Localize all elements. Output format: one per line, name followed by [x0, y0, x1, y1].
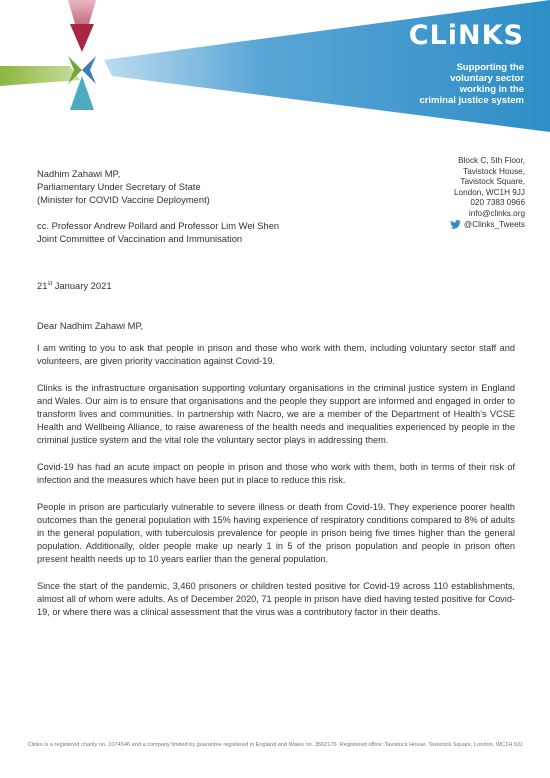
sender-address-line: Block C, 5th Floor, [458, 156, 525, 165]
sender-address [450, 156, 525, 230]
tagline-line: criminal justice system [419, 95, 524, 106]
twitter-handle[interactable]: @Clinks_Tweets [463, 219, 525, 229]
recipient-title: Parliamentary Under Secretary of State [37, 181, 201, 192]
cc-names: cc. Professor Andrew Pollard and Professor Lim Wei Shen [37, 220, 280, 231]
recipient-name: Nadhim Zahawi MP, [37, 168, 121, 179]
twitter-bird-icon [450, 220, 461, 229]
tagline-line: voluntary sector [450, 73, 524, 84]
date-month-year: January 2021 [52, 280, 112, 291]
cc-committee: Joint Committee of Vaccination and Immunisation [37, 233, 243, 244]
sender-address-line: Tavistock House, [463, 166, 525, 176]
letter-body [37, 342, 515, 633]
clinks-logo: CLiNKS [408, 20, 524, 51]
letter-date [37, 280, 112, 291]
recipient-address [37, 167, 210, 206]
date-suffix: st [47, 280, 53, 287]
cc-block [37, 219, 279, 245]
sender-address-line: London, WC1H 9JJ [454, 187, 525, 197]
brand-tagline [344, 62, 524, 106]
date-day: 21 [37, 280, 48, 291]
blue-arrow-shape [82, 56, 96, 84]
body-paragraph: Since the start of the pandemic, 3,460 prisoners or children tested positive for Covid-19 across 110 establishments, almost all of whom were adults. As of December 2020, 71 people in prison have died having tested positive for Covid-19, or where there was a clinical assessment that the virus was a contributory factor in their deaths. [37, 581, 515, 617]
twitter-handle-row[interactable] [450, 220, 525, 231]
footer-registration: Clinks is a registered charity no. 1074546 and a company limited by guarantee registered in England and Wales no. 3562176. Registered office: Tavistock House, Tavistock Square, London, WC1H 9JJ [27, 742, 523, 748]
tagline-line: Supporting the [456, 62, 524, 73]
green-sweep-shape [0, 66, 80, 86]
body-paragraph: People in prison are particularly vulnerable to severe illness or death from Covid-19. They experience poorer health outcomes than the general population with 15% having experience of respiratory conditions compared to 8% of adults in the general population, with tuberculosis prevalence for people in prison being five times higher than the general population. Additionally, older people make up nearly 1 in 5 of the prison population and people in prison often present health needs up to 10 years earlier than the general population. [37, 502, 515, 564]
sender-phone: 020 7383 0966 [470, 198, 525, 208]
tagline-line: working in the [459, 84, 524, 95]
body-paragraph: I am writing to you to ask that people in prison and those who work with them, including voluntary sector staff and volunteers, are given priority vaccination against Covid-19. [37, 343, 515, 366]
body-paragraph: Clinks is the infrastructure organisation supporting voluntary organisations in the criminal justice system in England and Wales. Our aim is to ensure that organisations and the people they support are informed and engaged in order to transform lives and communities. In partnership with Nacro, we are a member of the Department of Health’s VCSE Health and Wellbeing Alliance, to raise awareness of the health needs and inequalities experienced by people in the criminal justice system and the vital role the voluntary sector plays in addressing them. [37, 383, 515, 445]
crimson-arrow-shape [70, 24, 94, 52]
teal-arrow-shape [70, 76, 94, 110]
recipient-role: (Minister for COVID Vaccine Deployment) [37, 194, 210, 205]
body-paragraph: Covid-19 has had an acute impact on people in prison and those who work with them, both in terms of their risk of infection and the measures which have been put in place to reduce this risk. [37, 462, 515, 485]
sender-address-line: Tavistock Square, [460, 177, 525, 187]
salutation: Dear Nadhim Zahawi MP, [37, 320, 144, 331]
sender-email[interactable]: info@clinks.org [468, 208, 525, 218]
